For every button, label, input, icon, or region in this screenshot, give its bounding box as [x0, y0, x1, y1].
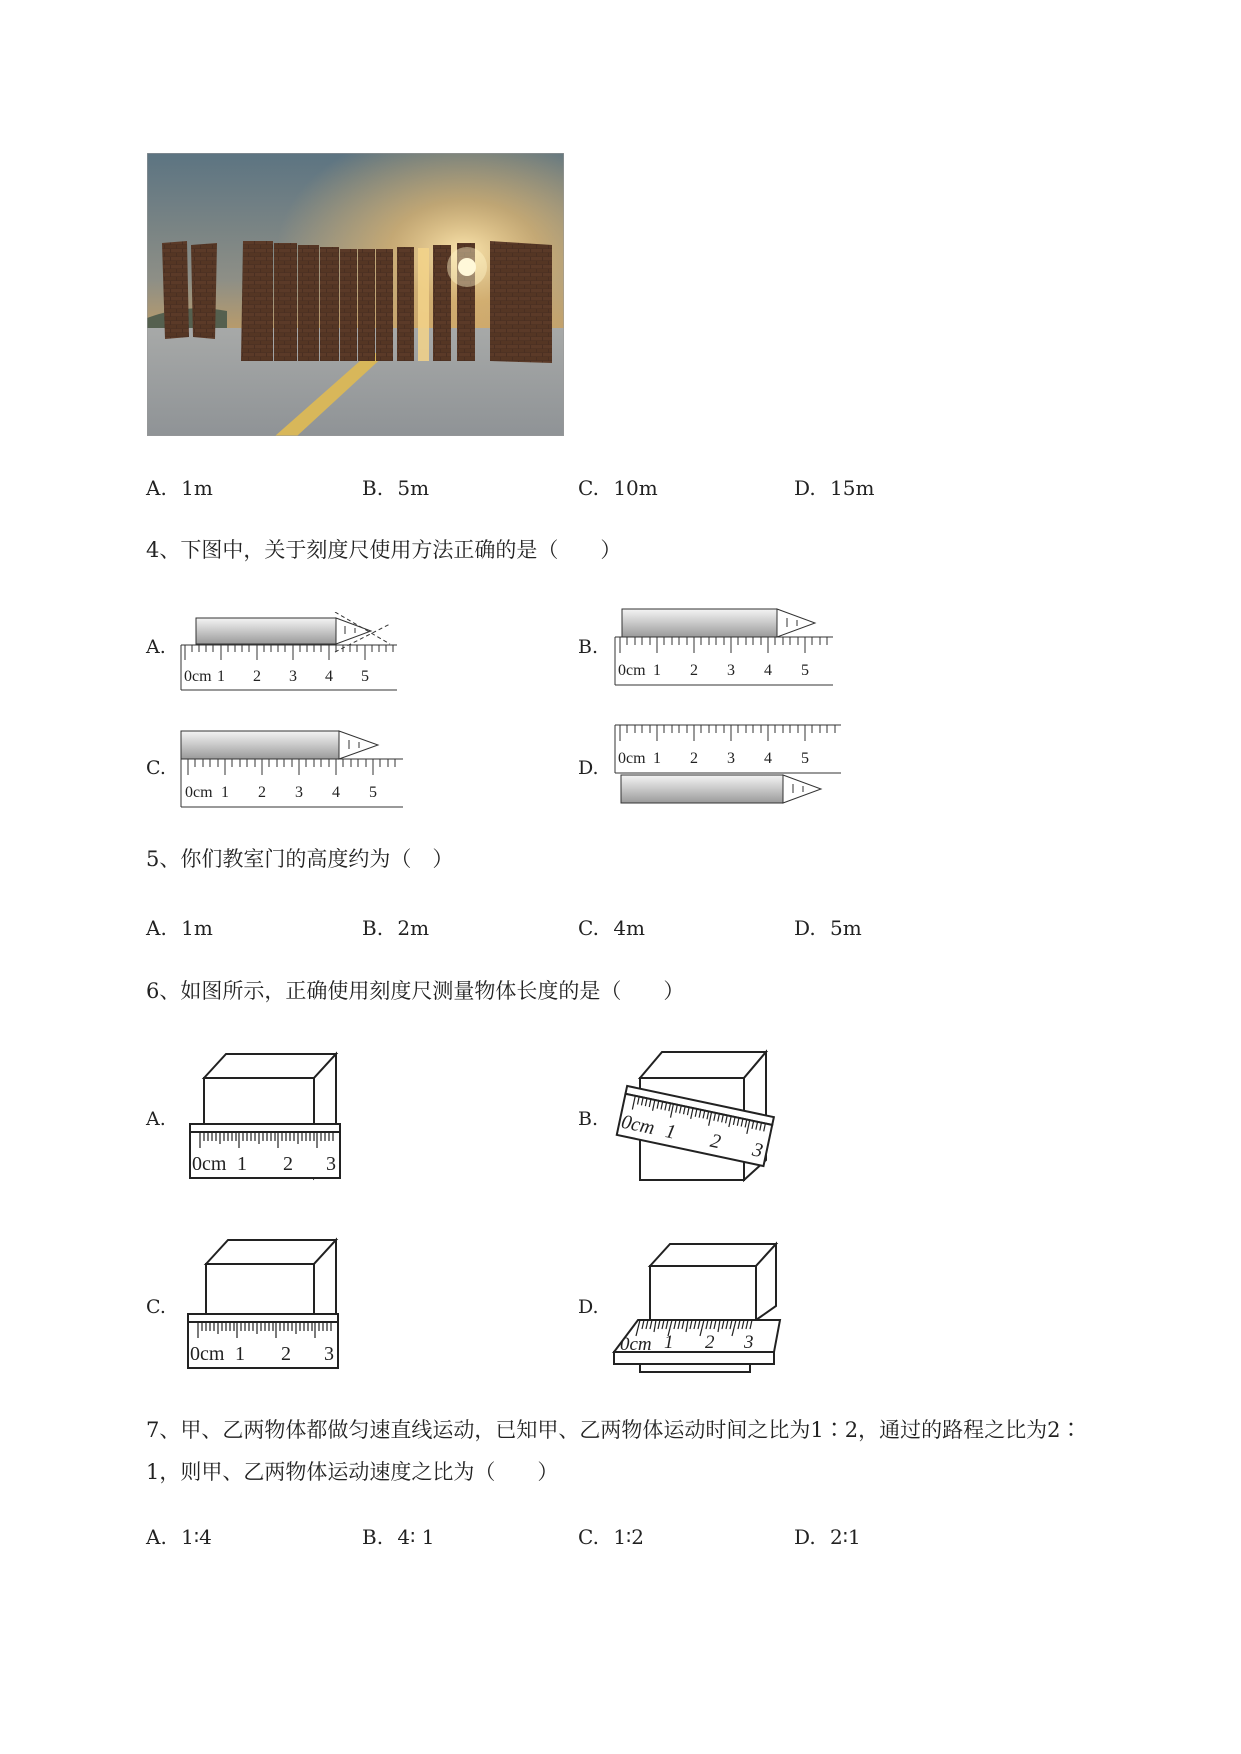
tick-label: 3	[744, 1332, 754, 1353]
tick-label: 3	[326, 1153, 336, 1175]
q6-label-c[interactable]: C.	[146, 1296, 166, 1318]
option-letter: C.	[578, 916, 599, 940]
q7-option-d[interactable]	[794, 1527, 861, 1547]
q5-option-c[interactable]	[578, 918, 645, 938]
option-text: 1m	[181, 916, 213, 940]
q5-option-d[interactable]	[794, 918, 862, 938]
tick-label: 0cm	[619, 1110, 657, 1140]
tick-label: 1	[664, 1332, 674, 1353]
tick-label: 3	[324, 1343, 334, 1365]
q5-option-b[interactable]	[362, 918, 429, 938]
sunset-pillars-photo	[147, 153, 564, 436]
q4-figure-c	[175, 727, 410, 811]
q6-figure-a	[180, 1048, 345, 1188]
tick-label: 4	[764, 750, 772, 767]
q7-option-c[interactable]	[578, 1527, 644, 1547]
q6-label-b[interactable]: B.	[578, 1108, 599, 1130]
option-text: 1m	[181, 476, 213, 500]
tick-label: 0cm	[618, 750, 646, 767]
q3-option-c[interactable]	[578, 478, 658, 498]
tick-label: 3	[289, 668, 297, 685]
option-letter: B.	[362, 476, 384, 500]
q4-label-b[interactable]: B.	[578, 636, 599, 658]
tick-label: 2	[705, 1332, 715, 1353]
tick-label: 2	[253, 668, 261, 685]
q4-figure-b	[607, 603, 847, 689]
tick-label: 4	[325, 668, 333, 685]
tick-label: 4	[332, 784, 340, 801]
q6-label-d[interactable]: D.	[578, 1296, 599, 1318]
option-text: 5m	[830, 916, 862, 940]
tick-label: 2	[281, 1343, 291, 1365]
option-text: 1∶4	[181, 1525, 212, 1549]
q4-label-a[interactable]: A.	[146, 636, 166, 658]
tick-label: 2	[258, 784, 266, 801]
option-letter: A.	[146, 476, 167, 500]
tick-label: 1	[653, 750, 661, 767]
tick-label: 3	[295, 784, 303, 801]
q4-label-d[interactable]: D.	[578, 757, 599, 779]
option-letter: D.	[794, 476, 816, 500]
tick-label: 2	[708, 1129, 723, 1154]
option-letter: D.	[794, 1525, 816, 1549]
tick-label: 2	[690, 750, 698, 767]
q5-stem: 5、你们教室门的高度约为（ ）	[146, 847, 454, 871]
option-text: 2m	[397, 916, 430, 940]
q4-label-c[interactable]: C.	[146, 757, 166, 779]
q7-stem-line2: 1，则甲、乙两物体运动速度之比为（ ）	[146, 1460, 559, 1484]
tick-label: 5	[369, 784, 377, 801]
tick-label: 2	[690, 662, 698, 679]
option-letter: C.	[578, 1525, 599, 1549]
q6-figure-d	[610, 1240, 790, 1376]
tick-label: 5	[801, 750, 809, 767]
q3-option-b[interactable]	[362, 478, 429, 498]
option-text: 2∶1	[830, 1525, 861, 1549]
q6-label-a[interactable]: A.	[146, 1108, 166, 1130]
q5-option-a[interactable]	[146, 918, 213, 938]
tick-label: 1	[221, 784, 229, 801]
option-letter: B.	[362, 916, 384, 940]
q7-option-b[interactable]	[362, 1527, 434, 1547]
option-letter: B.	[362, 1525, 384, 1549]
tick-label: 3	[727, 750, 735, 767]
q4-stem: 4、下图中，关于刻度尺使用方法正确的是（ ）	[146, 538, 622, 562]
tick-label: 1	[663, 1120, 678, 1144]
option-text: 4m	[613, 916, 646, 940]
option-letter: A.	[146, 916, 167, 940]
tick-label: 3	[750, 1138, 765, 1163]
tick-label: 1	[217, 668, 225, 685]
tick-label: 0cm	[190, 1343, 225, 1365]
option-letter: C.	[578, 476, 599, 500]
q7-option-a[interactable]	[146, 1527, 212, 1547]
tick-label: 5	[801, 662, 809, 679]
q6-figure-b	[610, 1048, 785, 1188]
tick-label: 2	[283, 1153, 293, 1175]
option-text: 4∶ 1	[397, 1525, 435, 1549]
option-text: 1∶2	[613, 1525, 644, 1549]
tick-label: 1	[653, 662, 661, 679]
tick-label: 4	[764, 662, 772, 679]
q3-option-a[interactable]	[146, 478, 213, 498]
tick-label: 3	[727, 662, 735, 679]
tick-label: 5	[361, 668, 369, 685]
q7-stem-line1: 7、甲、乙两物体都做匀速直线运动，已知甲、乙两物体运动时间之比为1∶2，通过的路程之比为2∶	[146, 1418, 1082, 1442]
option-letter: D.	[794, 916, 816, 940]
q4-figure-d	[607, 723, 847, 813]
tick-label: 1	[235, 1343, 245, 1365]
q6-figure-c	[180, 1236, 345, 1376]
q3-option-d[interactable]	[794, 478, 874, 498]
tick-label: 0cm	[620, 1334, 652, 1355]
tick-label: 0cm	[192, 1153, 227, 1175]
option-text: 5m	[397, 476, 430, 500]
q4-figure-a	[175, 612, 405, 692]
tick-label: 1	[237, 1153, 247, 1175]
option-text: 15m	[830, 476, 875, 500]
option-letter: A.	[146, 1525, 167, 1549]
tick-label: 0cm	[185, 784, 213, 801]
tick-label: 0cm	[184, 668, 212, 685]
tick-label: 0cm	[618, 662, 646, 679]
q6-stem: 6、如图所示，正确使用刻度尺测量物体长度的是（ ）	[146, 979, 685, 1003]
option-text: 10m	[613, 476, 658, 500]
